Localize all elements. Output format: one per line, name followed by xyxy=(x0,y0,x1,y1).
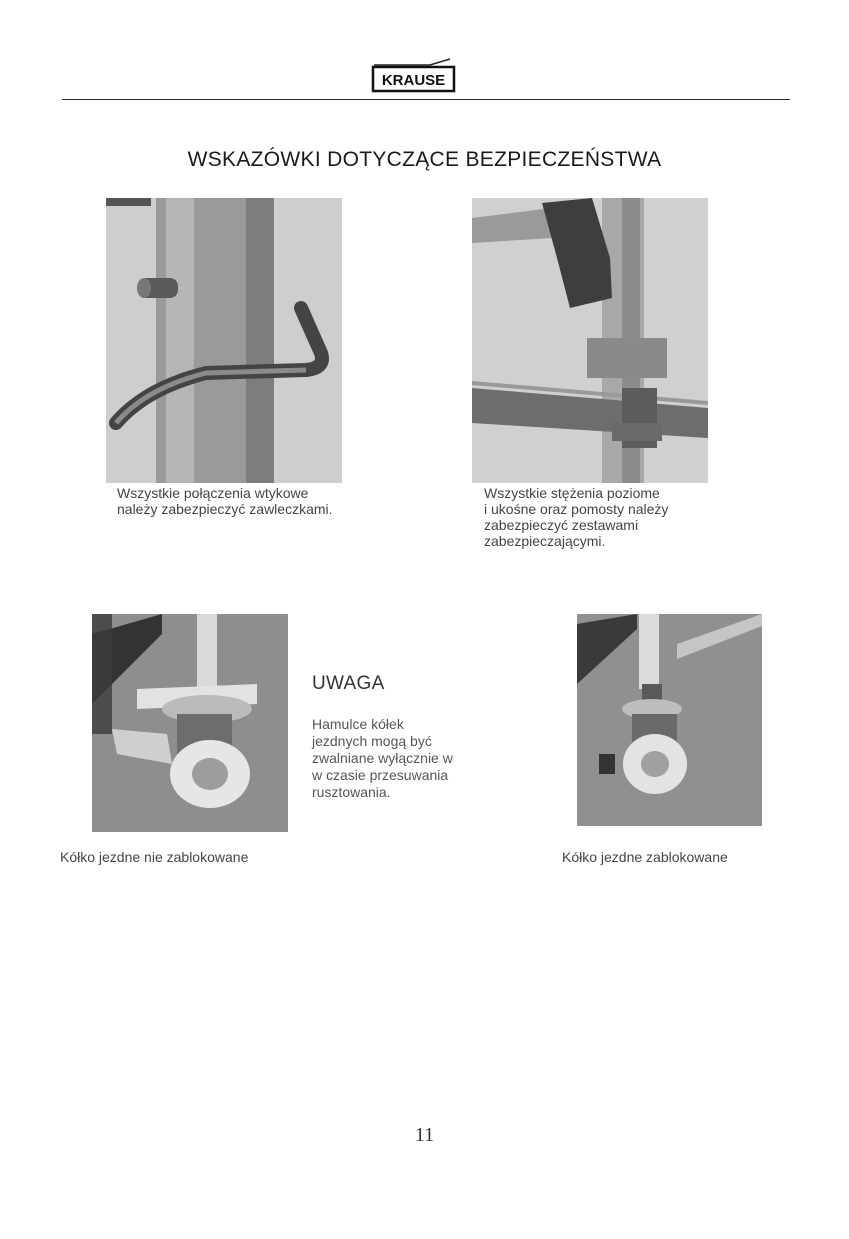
logo-text: KRAUSE xyxy=(381,72,446,89)
warning-line: rusztowania. xyxy=(312,784,391,800)
warning-body xyxy=(312,716,512,801)
krause-logo xyxy=(370,55,457,94)
photo-wheel-locked xyxy=(577,614,762,826)
caption-line: należy zabezpieczyć zawleczkami. xyxy=(117,501,333,517)
page-title: WSKAZÓWKI DOTYCZĄCE BEZPIECZEŃSTWA xyxy=(187,148,662,171)
caption-line: zabezpieczającymi. xyxy=(484,533,606,549)
caption-wheel-unlocked: Kółko jezdne nie zablokowane xyxy=(60,849,249,865)
warning-line: Hamulce kółek xyxy=(312,716,404,732)
warning-line: zwalniane wyłącznie w xyxy=(312,750,453,766)
caption-line: Wszystkie połączenia wtykowe xyxy=(117,485,309,501)
caption-line: zabezpieczyć zestawami xyxy=(484,517,639,533)
page-number: 11 xyxy=(414,1124,435,1146)
warning-line: jezdnych mogą być xyxy=(312,733,432,749)
photo-bracing-clamps xyxy=(472,198,708,483)
photo-pin-connection xyxy=(106,198,342,483)
header-rule xyxy=(62,99,790,100)
caption-wheel-locked: Kółko jezdne zablokowane xyxy=(562,849,728,865)
caption-line: i ukośne oraz pomosty należy xyxy=(484,501,669,517)
photo-wheel-unlocked xyxy=(92,614,288,832)
caption-line: Wszystkie stężenia poziome xyxy=(484,485,660,501)
caption-bracing-clamps xyxy=(484,485,764,549)
warning-heading: UWAGA xyxy=(312,673,385,694)
warning-line: w czasie przesuwania xyxy=(312,767,449,783)
caption-pin-connection xyxy=(117,485,417,517)
